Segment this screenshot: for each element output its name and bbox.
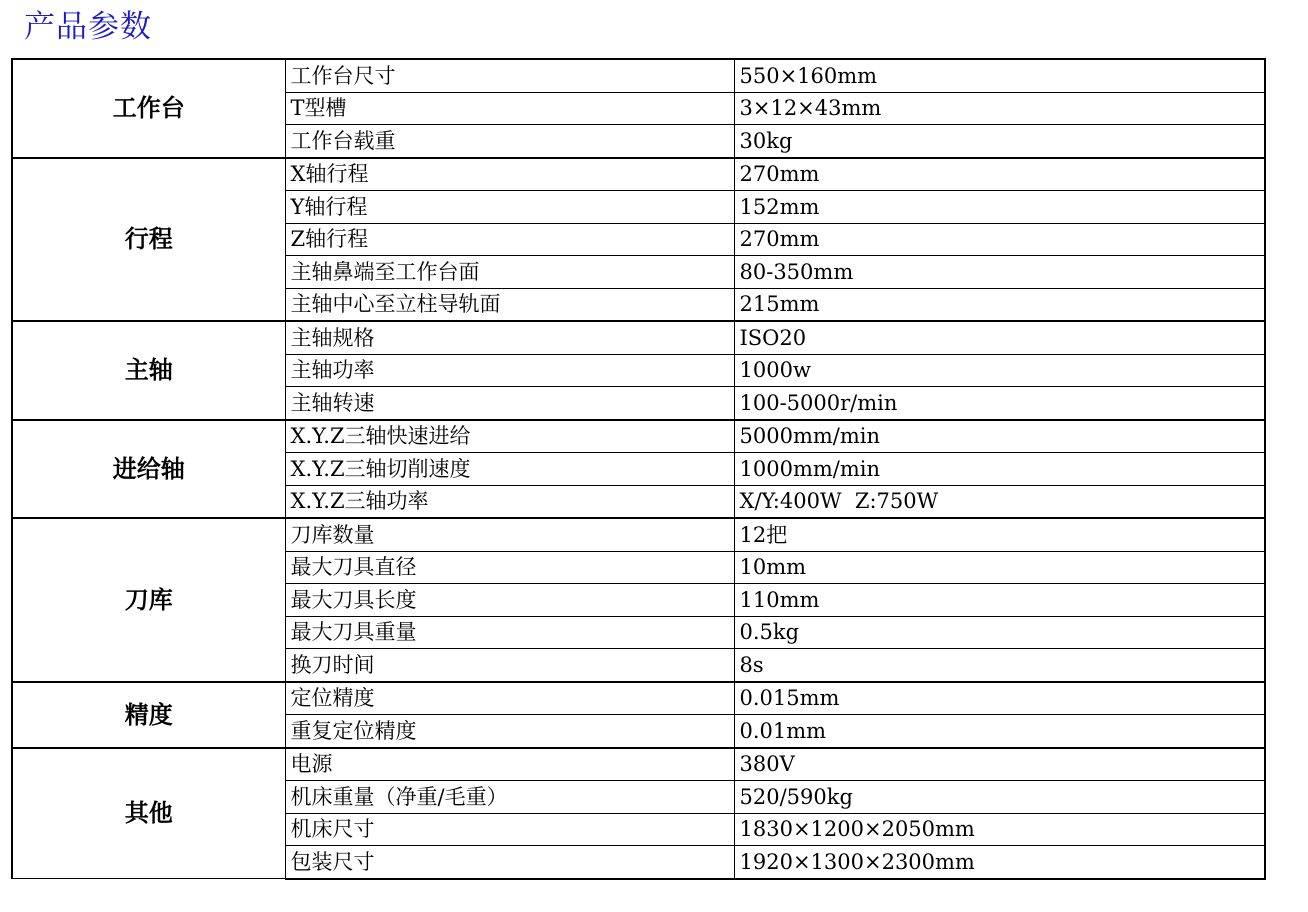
param-value: 1000mm/min: [734, 453, 1265, 486]
param-value: ISO20: [734, 321, 1265, 354]
param-name: 主轴规格: [285, 321, 734, 354]
page-title: 产品参数: [24, 9, 152, 45]
param-name: 刀库数量: [285, 518, 734, 551]
param-name: 机床重量（净重/毛重）: [285, 781, 734, 814]
param-value: 270mm: [734, 223, 1265, 256]
param-name: 主轴鼻端至工作台面: [285, 256, 734, 289]
group-label: 行程: [12, 158, 285, 322]
param-name: 最大刀具重量: [285, 616, 734, 649]
param-name: 最大刀具长度: [285, 584, 734, 617]
param-name: Z轴行程: [285, 223, 734, 256]
param-name: 工作台载重: [285, 125, 734, 158]
group-label: 刀库: [12, 518, 285, 682]
param-name: 定位精度: [285, 682, 734, 715]
param-value: 152mm: [734, 191, 1265, 224]
table-row: [12, 158, 1265, 191]
param-value: 270mm: [734, 158, 1265, 191]
param-value: 100-5000r/min: [734, 387, 1265, 420]
param-name: 重复定位精度: [285, 715, 734, 748]
param-name: X.Y.Z三轴切削速度: [285, 453, 734, 486]
param-name: 工作台尺寸: [285, 59, 734, 92]
param-name: 最大刀具直径: [285, 551, 734, 584]
table-row: [12, 420, 1265, 453]
param-value: 0.01mm: [734, 715, 1265, 748]
param-value: 550×160mm: [734, 59, 1265, 92]
param-value: 520/590kg: [734, 781, 1265, 814]
param-value: 30kg: [734, 125, 1265, 158]
group-label: 工作台: [12, 59, 285, 158]
param-name: 电源: [285, 748, 734, 781]
param-name: 主轴转速: [285, 387, 734, 420]
table-row: [12, 321, 1265, 354]
table-row: [12, 518, 1265, 551]
param-name: X.Y.Z三轴快速进给: [285, 420, 734, 453]
param-value: 5000mm/min: [734, 420, 1265, 453]
table-row: [12, 748, 1265, 781]
param-name: T型槽: [285, 92, 734, 125]
param-value: 3×12×43mm: [734, 92, 1265, 125]
param-name: Y轴行程: [285, 191, 734, 224]
param-value: 0.5kg: [734, 616, 1265, 649]
param-value: 0.015mm: [734, 682, 1265, 715]
param-name: X.Y.Z三轴功率: [285, 485, 734, 518]
group-label: 主轴: [12, 321, 285, 420]
param-value: 12把: [734, 518, 1265, 551]
table-row: [12, 682, 1265, 715]
table-row: [12, 59, 1265, 92]
group-label: 精度: [12, 682, 285, 748]
param-value: 215mm: [734, 288, 1265, 321]
param-name: X轴行程: [285, 158, 734, 191]
param-value: 1920×1300×2300mm: [734, 846, 1265, 879]
group-label: 进给轴: [12, 420, 285, 519]
param-value: 1000w: [734, 354, 1265, 387]
product-spec-table: [11, 58, 1266, 880]
param-name: 机床尺寸: [285, 813, 734, 846]
param-value: 110mm: [734, 584, 1265, 617]
param-value: 80-350mm: [734, 256, 1265, 289]
param-name: 包装尺寸: [285, 846, 734, 879]
param-value: 8s: [734, 649, 1265, 682]
param-value: 1830×1200×2050mm: [734, 813, 1265, 846]
param-value: 10mm: [734, 551, 1265, 584]
param-name: 主轴中心至立柱导轨面: [285, 288, 734, 321]
param-value: 380V: [734, 748, 1265, 781]
param-name: 换刀时间: [285, 649, 734, 682]
group-label: 其他: [12, 748, 285, 879]
param-value: X/Y:400W Z:750W: [734, 485, 1265, 518]
spec-table-body: [12, 59, 1265, 879]
param-name: 主轴功率: [285, 354, 734, 387]
